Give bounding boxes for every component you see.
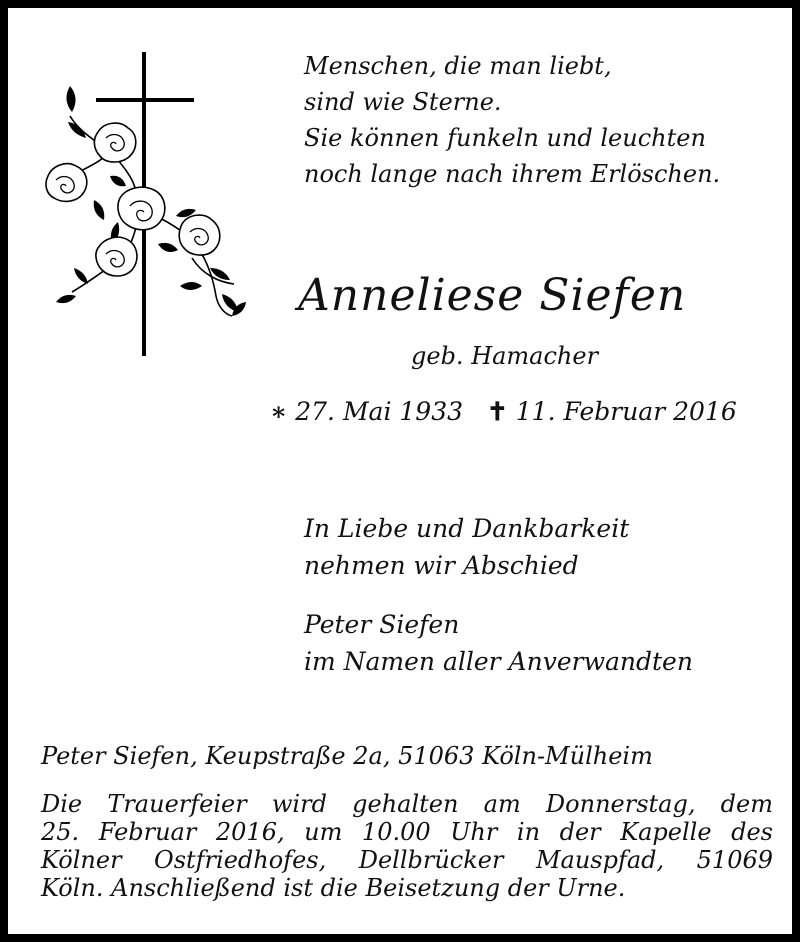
cross-with-roses-icon bbox=[42, 48, 252, 360]
deceased-name: Anneliese Siefen bbox=[298, 270, 687, 321]
signers bbox=[304, 606, 693, 680]
farewell-line: nehmen wir Abschied bbox=[304, 551, 579, 580]
ceremony-line: Die Trauerfeier wird gehalten am Donnerstag, dem bbox=[41, 790, 773, 818]
farewell-text bbox=[304, 510, 629, 584]
signer-line: im Namen aller Anverwandten bbox=[304, 647, 693, 676]
ceremony-details bbox=[41, 790, 773, 902]
ceremony-line: 25. Februar 2016, um 10.00 Uhr in der Kapelle des bbox=[41, 818, 773, 846]
birth-name: geb. Hamacher bbox=[411, 342, 599, 370]
poem-line: Menschen, die man liebt, bbox=[304, 52, 612, 80]
life-dates bbox=[270, 394, 737, 430]
signer-line: Peter Siefen bbox=[304, 610, 460, 639]
ceremony-line: Kölner Ostfriedhofes, Dellbrücker Mauspfad, 51069 bbox=[41, 846, 773, 874]
ceremony-line: Köln. Anschließend ist die Beisetzung der Urne. bbox=[41, 874, 626, 902]
memorial-poem bbox=[304, 48, 784, 192]
poem-line: noch lange nach ihrem Erlöschen. bbox=[304, 160, 721, 188]
contact-address: Peter Siefen, Keupstraße 2a, 51063 Köln-Mülheim bbox=[41, 742, 653, 770]
birth-date: 27. Mai 1933 bbox=[295, 397, 464, 426]
death-cross-icon: ✝ bbox=[486, 397, 508, 426]
farewell-line: In Liebe und Dankbarkeit bbox=[304, 514, 630, 543]
birth-star-icon: ∗ bbox=[270, 397, 288, 426]
poem-line: sind wie Sterne. bbox=[304, 88, 502, 116]
poem-line: Sie können funkeln und leuchten bbox=[304, 124, 706, 152]
death-date: 11. Februar 2016 bbox=[515, 397, 737, 426]
